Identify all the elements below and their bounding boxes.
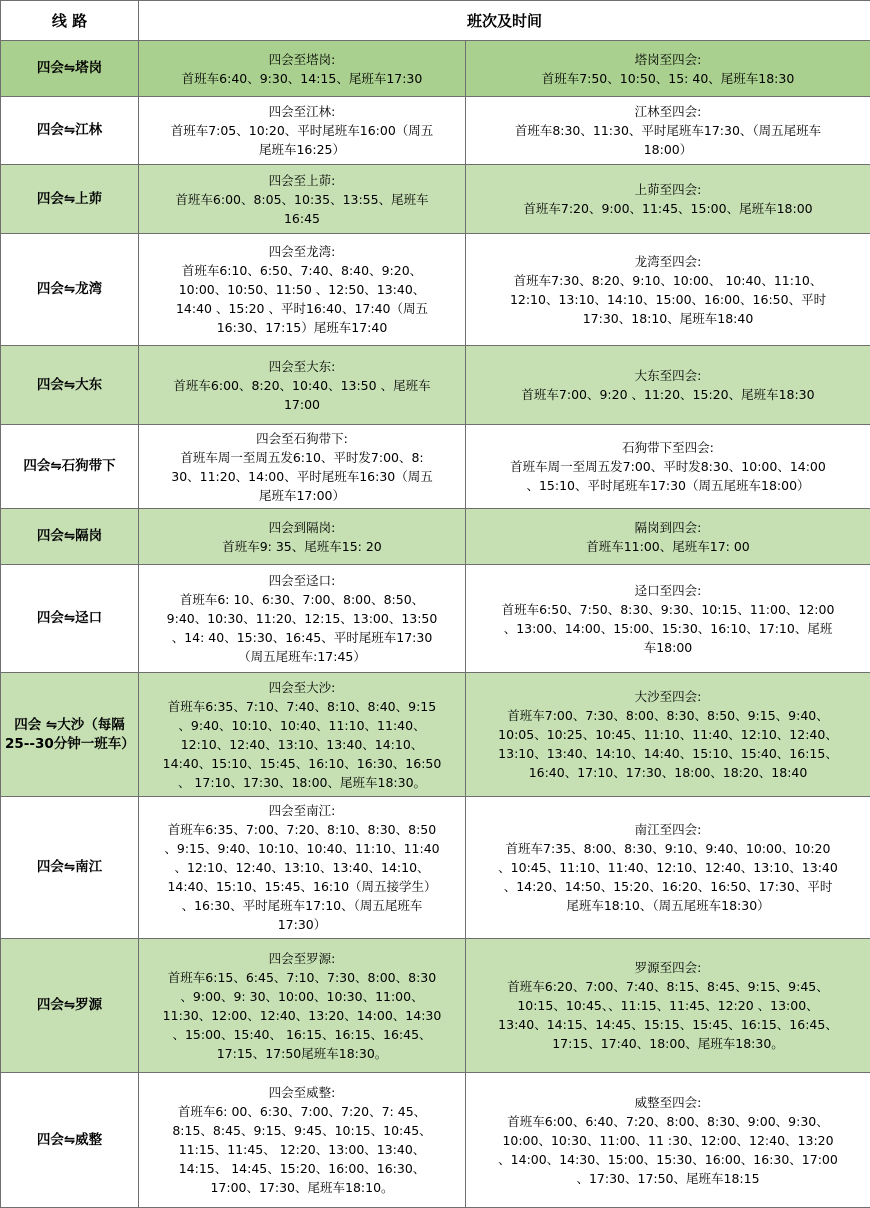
table-row	[1, 673, 870, 797]
route-name: 四会⇋隔岗	[1, 509, 139, 565]
return-schedule: 大沙至四会: 首班车7:00、7:30、8:00、8:30、8:50、9:15、9:40、 10:05、10:25、10:45、11:10、11:40、12:10、12:40、 13:10、13:40、14:10、14:40、15:10、15:40、16:15、 16:40、17:10、17:30、18:00、18:20、18:40	[466, 673, 870, 797]
table-row	[1, 41, 870, 97]
route-name: 四会 ⇋大沙（每隔25--30分钟一班车）	[1, 673, 139, 797]
outbound-schedule: 四会至龙湾: 首班车6:10、6:50、7:40、8:40、9:20、 10:00、10:50、11:50 、12:50、13:40、 14:40 、15:20 、平时16:40、17:40（周五 16:30、17:15）尾班车17:40	[139, 234, 466, 346]
table-row	[1, 509, 870, 565]
schedule-column-header: 班次及时间	[139, 1, 870, 41]
route-name: 四会⇋南江	[1, 797, 139, 939]
return-schedule: 龙湾至四会: 首班车7:30、8:20、9:10、10:00、 10:40、11:10、 12:10、13:10、14:10、15:00、16:00、16:50、平时 17:30、18:10、尾班车18:40	[466, 234, 870, 346]
table-row	[1, 565, 870, 673]
route-column-header: 线 路	[1, 1, 139, 41]
route-name: 四会⇋江林	[1, 97, 139, 165]
outbound-schedule: 四会至大沙: 首班车6:35、7:10、7:40、8:10、8:40、9:15 、9:40、10:10、10:40、11:10、11:40、 12:10、12:40、13:10、13:40、14:10、 14:40、15:10、15:45、16:10、16:30、16:50 、 17:10、17:30、18:00、尾班车18:30。	[139, 673, 466, 797]
outbound-schedule: 四会至石狗带下: 首班车周一至周五发6:10、平时发7:00、8: 30、11:20、14:00、平时尾班车16:30（周五 尾班车17:00）	[139, 425, 466, 509]
outbound-schedule: 四会至迳口: 首班车6: 10、6:30、7:00、8:00、8:50、 9:40、10:30、11:20、12:15、13:00、13:50 、14: 40、15:30、16:45、平时尾班车17:30 （周五尾班车:17:45）	[139, 565, 466, 673]
return-schedule: 迳口至四会: 首班车6:50、7:50、8:30、9:30、10:15、11:00、12:00 、13:00、14:00、15:00、15:30、16:10、17:10、尾班 车18:00	[466, 565, 870, 673]
route-name: 四会⇋大东	[1, 346, 139, 425]
table-row	[1, 939, 870, 1073]
table-row	[1, 797, 870, 939]
outbound-schedule: 四会至上茆: 首班车6:00、8:05、10:35、13:55、尾班车 16:45	[139, 165, 466, 234]
table-row	[1, 346, 870, 425]
return-schedule: 威整至四会: 首班车6:00、6:40、7:20、8:00、8:30、9:00、9:30、 10:00、10:30、11:00、11 :30、12:00、12:40、13:20 、14:00、14:30、15:00、15:30、16:00、16:30、17:00 、17:30、17:50、尾班车18:15	[466, 1073, 870, 1208]
route-name: 四会⇋龙湾	[1, 234, 139, 346]
outbound-schedule: 四会至塔岗: 首班车6:40、9:30、14:15、尾班车17:30	[139, 41, 466, 97]
outbound-schedule: 四会至大东: 首班车6:00、8:20、10:40、13:50 、尾班车 17:00	[139, 346, 466, 425]
return-schedule: 上茆至四会: 首班车7:20、9:00、11:45、15:00、尾班车18:00	[466, 165, 870, 234]
outbound-schedule: 四会至南江: 首班车6:35、7:00、7:20、8:10、8:30、8:50 、9:15、9:40、10:10、10:40、11:10、11:40 、12:10、12:40、13:10、13:40、14:10、 14:40、15:10、15:45、16:10（周五接学生） 、16:30、平时尾班车17:10、（周五尾班车 17:30）	[139, 797, 466, 939]
outbound-schedule: 四会至江林: 首班车7:05、10:20、平时尾班车16:00（周五 尾班车16:25）	[139, 97, 466, 165]
return-schedule: 塔岗至四会: 首班车7:50、10:50、15: 40、尾班车18:30	[466, 41, 870, 97]
route-name: 四会⇋上茆	[1, 165, 139, 234]
outbound-schedule: 四会至罗源: 首班车6:15、6:45、7:10、7:30、8:00、8:30 、9:00、9: 30、10:00、10:30、11:00、 11:30、12:00、12:40、13:20、14:00、14:30 、15:00、15:40、 16:15、16:15、16:45、 17:15、17:50尾班车18:30。	[139, 939, 466, 1073]
return-schedule: 南江至四会: 首班车7:35、8:00、8:30、9:10、9:40、10:00、10:20 、10:45、11:10、11:40、12:10、12:40、13:10、13:40 、14:20、14:50、15:20、16:20、16:50、17:30、平时 尾班车18:10、（周五尾班车18:30）	[466, 797, 870, 939]
header-row	[1, 1, 870, 41]
table-row	[1, 234, 870, 346]
table-row	[1, 165, 870, 234]
return-schedule: 石狗带下至四会: 首班车周一至周五发7:00、平时发8:30、10:00、14:00 、15:10、平时尾班车17:30（周五尾班车18:00）	[466, 425, 870, 509]
return-schedule: 隔岗到四会: 首班车11:00、尾班车17: 00	[466, 509, 870, 565]
route-name: 四会⇋威整	[1, 1073, 139, 1208]
table-row	[1, 97, 870, 165]
route-name: 四会⇋塔岗	[1, 41, 139, 97]
route-name: 四会⇋石狗带下	[1, 425, 139, 509]
route-name: 四会⇋罗源	[1, 939, 139, 1073]
return-schedule: 江林至四会: 首班车8:30、11:30、平时尾班车17:30、（周五尾班车 18:00）	[466, 97, 870, 165]
return-schedule: 罗源至四会: 首班车6:20、7:00、7:40、8:15、8:45、9:15、9:45、 10:15、10:45、、11:15、11:45、12:20 、13:00、 13:40、14:15、14:45、15:15、15:45、16:15、16:45、 17:15、17:40、18:00、尾班车18:30。	[466, 939, 870, 1073]
return-schedule: 大东至四会: 首班车7:00、9:20 、11:20、15:20、尾班车18:30	[466, 346, 870, 425]
outbound-schedule: 四会至威整: 首班车6: 00、6:30、7:00、7:20、7: 45、 8:15、8:45、9:15、9:45、10:15、10:45、 11:15、11:45、 12:20、13:00、13:40、 14:15、 14:45、15:20、16:00、16:30、 17:00、17:30、尾班车18:10。	[139, 1073, 466, 1208]
outbound-schedule: 四会到隔岗: 首班车9: 35、尾班车15: 20	[139, 509, 466, 565]
table-row	[1, 425, 870, 509]
route-name: 四会⇋迳口	[1, 565, 139, 673]
table-row	[1, 1073, 870, 1208]
